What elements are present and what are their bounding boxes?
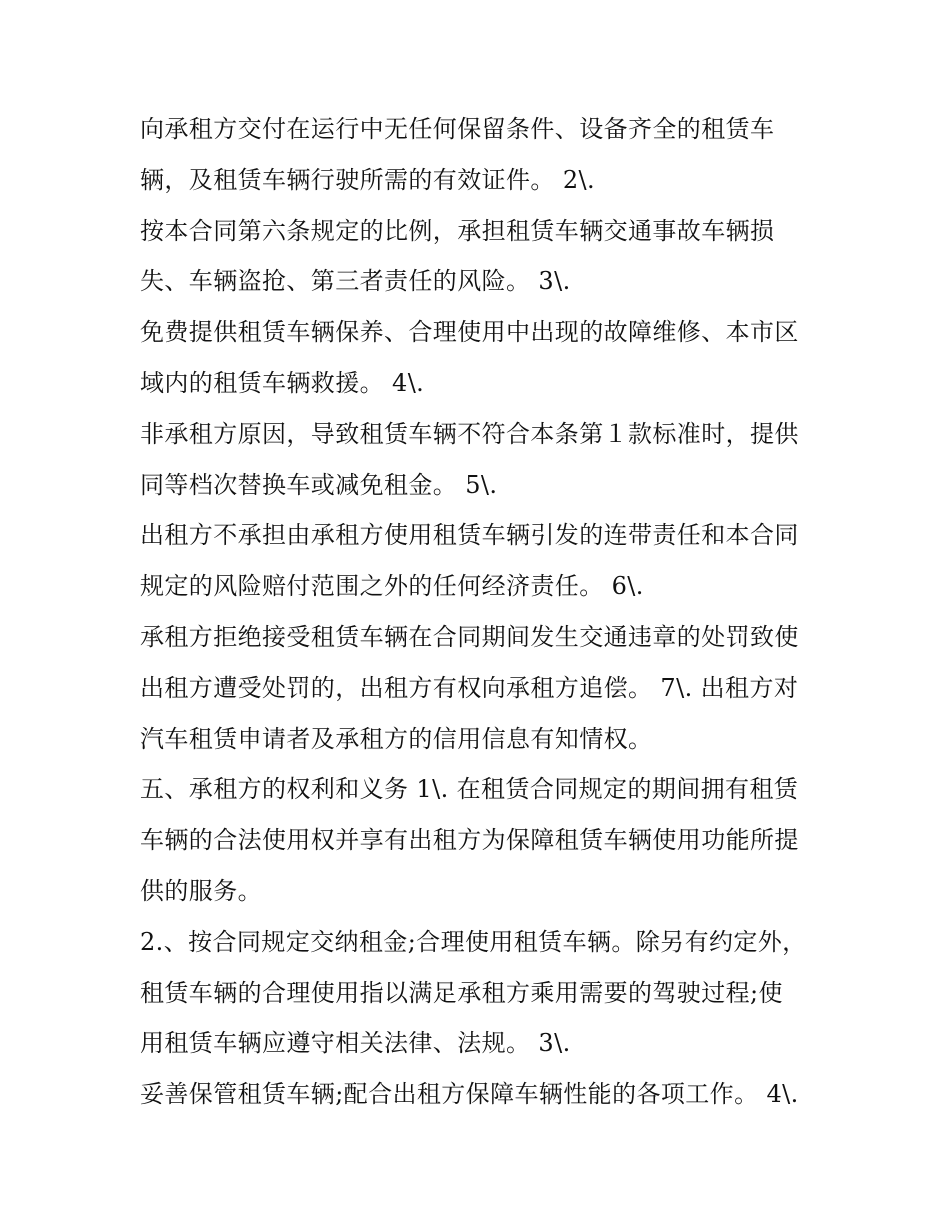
text-line: 域内的租赁车辆救援。 4\. (140, 368, 425, 397)
text-line: 车辆的合法使用权并享有出租方为保障租赁车辆使用功能所提 (140, 826, 799, 855)
text-line: 汽车租赁申请者及承租方的信用信息有知情权。 (140, 724, 653, 753)
text-line: 向承租方交付在运行中无任何保留条件、设备齐全的租赁车 (140, 115, 775, 143)
text-line: 五、承租方的权利和义务 1\. 在租赁合同规定的期间拥有租赁 (140, 775, 799, 804)
text-line: 承租方拒绝接受租赁车辆在合同期间发生交通违章的处罚致使 (140, 622, 799, 651)
text-line: 免费提供租赁车辆保养、合理使用中出现的故障维修、本市区 (140, 318, 799, 347)
text-line: 规定的风险赔付范围之外的任何经济责任。 6\. (140, 572, 644, 601)
text-line: 出租方不承担由承租方使用租赁车辆引发的连带责任和本合同 (140, 521, 799, 550)
text-line: 辆，及租赁车辆行驶所需的有效证件。 2\. (140, 165, 596, 194)
document-body (140, 104, 840, 1120)
text-line: 供的服务。 (140, 876, 262, 905)
text-line: 用租赁车辆应遵守相关法律、法规。 3\. (140, 1029, 571, 1058)
text-line: 出租方遭受处罚的，出租方有权向承租方追偿。 7\. 出租方对 (140, 673, 799, 702)
text-line: 妥善保管租赁车辆;配合出租方保障车辆性能的各项工作。 4\. (140, 1080, 799, 1109)
text-line: 非承租方原因，导致租赁车辆不符合本条第１款标准时，提供 (140, 419, 799, 448)
text-line: 租赁车辆的合理使用指以满足承租方乘用需要的驾驶过程;使 (140, 978, 783, 1007)
text-line: 2.、按合同规定交纳租金;合理使用租赁车辆。除另有约定外， (140, 927, 807, 956)
text-line: 按本合同第六条规定的比例，承担租赁车辆交通事故车辆损 (140, 216, 775, 245)
text-line: 同等档次替换车或减免租金。 5\. (140, 470, 498, 499)
text-line: 失、车辆盗抢、第三者责任的风险。 3\. (140, 267, 571, 296)
